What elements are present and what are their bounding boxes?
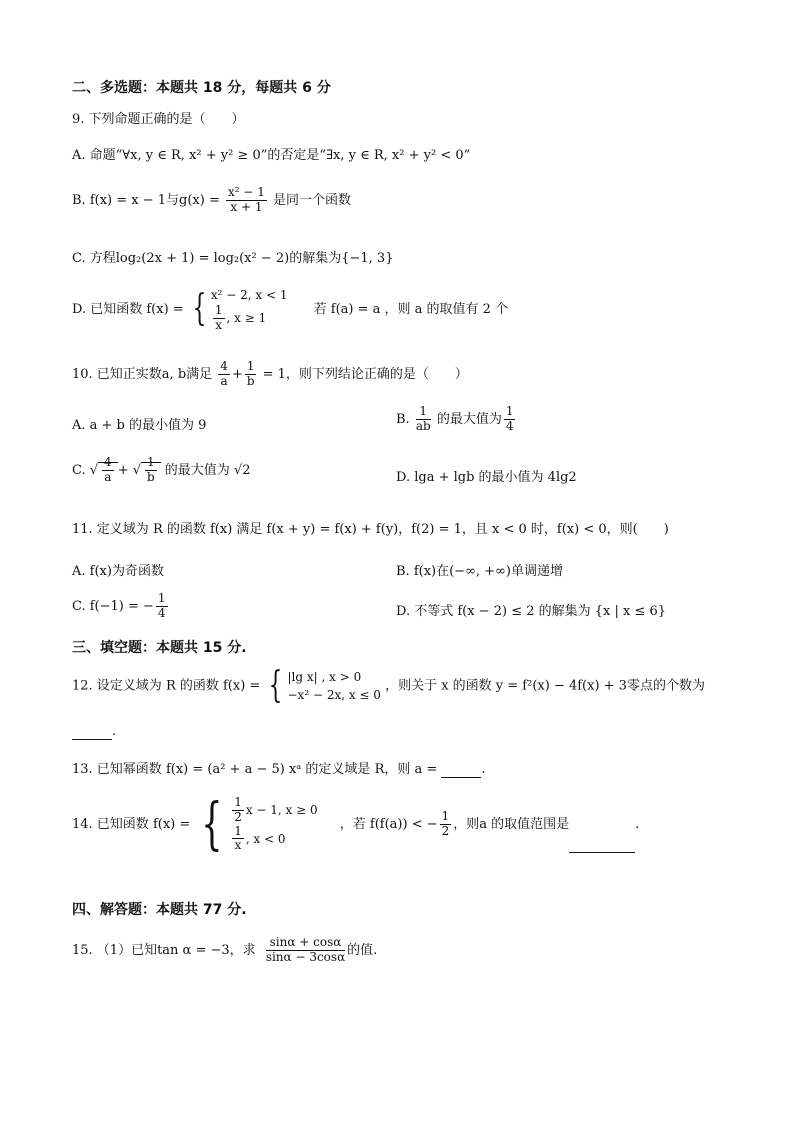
q9-option-c: C. 方程log₂(2x + 1) = log₂(x² − 2)的解集为{−1, 3} — [72, 251, 394, 266]
q9-option-b — [72, 186, 351, 215]
q11-stem: 11. 定义域为 R 的函数 f(x) 满足 f(x + y) = f(x) + f(y)，f(2) = 1，且 x < 0 时，f(x) < 0，则( ) — [72, 522, 669, 537]
q9-piecewise: x² − 2, x < 1 $\frac{1}{x}$ , x ≥ 1 — [210, 288, 288, 332]
left-brace-icon: { — [192, 288, 207, 330]
section-heading-multiple-choice: 二、多选题：本题共 18 分，每题共 6 分 — [72, 80, 331, 96]
section-heading-solutions: 四、解答题：本题共 77 分. — [72, 902, 247, 918]
q9-option-d-text: D. 已知函数 f(x) = — [72, 301, 184, 317]
section-heading-fill-in: 三、填空题：本题共 15 分. — [72, 640, 247, 656]
q9-option-b-label: B. — [72, 192, 86, 208]
q14-answer-blank[interactable] — [569, 840, 635, 853]
q12-piecewise: |lg x| , x > 0 −x² − 2x, x ≤ 0 — [287, 670, 381, 702]
q12-line: 12. 设定义域为 R 的函数 f(x) = { |lg x| , x > 0 −x² − 2x, x ≤ 0 ，则关于 x 的函数 y = f²(x) − 4f(x) + 3零点的个数为 — [72, 665, 705, 706]
q11-option-a: A. f(x)为奇函数 — [72, 564, 164, 579]
q9-option-b-text: f(x) = x − 1与g(x) = — [89, 192, 220, 208]
q9-option-b-tail: 是同一个函数 — [273, 192, 352, 208]
q13-line: 13. 已知幂函数 f(x) = (a² + a − 5) xᵃ 的定义域是 R，则 a = . — [72, 762, 486, 777]
q11-option-b: B. f(x)在(−∞, +∞)单调递增 — [396, 564, 563, 579]
q11-option-c: C. f(−1) = − $\frac{1}{4}$ — [72, 591, 166, 620]
q11-option-d: D. 不等式 f(x − 2) ≤ 2 的解集为 {x | x ≤ 6} — [396, 604, 667, 619]
q13-answer-blank[interactable] — [441, 765, 481, 778]
q9-option-d-tail: 若 f(a) = a ，则 a 的取值有 2 个 — [313, 301, 509, 317]
left-brace-icon: { — [201, 791, 223, 857]
q9-option-a: A. 命题“∀x, y ∈ R, x² + y² ≥ 0”的否定是“∃x, y ∈ R, x² + y² < 0” — [72, 148, 471, 163]
q15-line: 15. （1）已知tan α = −3，求 $\frac{\sin\alpha + \cos\alpha}{\sin\alpha - 3\cos\alpha}$ 的值. — [72, 935, 378, 964]
q9-option-b-fraction: $\frac{\text{x² − 1}}{x + 1}$ — [228, 185, 265, 214]
q9-stem: 9. 下列命题正确的是（ ） — [72, 112, 245, 127]
q10-option-a: A. a + b 的最小值为 9 — [72, 418, 207, 433]
q10-stem: 10. 已知正实数a, b满足 $\frac{4}{a}$ + $\frac{1}{b}$ = 1，则下列结论正确的是（ ） — [72, 359, 468, 388]
q12-answer-blank[interactable]: . — [72, 724, 116, 740]
q10-option-d: D. lga + lgb 的最小值为 4lg2 — [396, 470, 577, 485]
q10-option-b: B. $\frac{1}{ab}$ 的最大值为 $\frac{1}{4}$ — [396, 404, 514, 433]
q14-piecewise: $\frac{1}{2}$ x − 1, x ≥ 0 $\frac{1}{x}$ , x < 0 — [234, 795, 318, 853]
q10-option-c: C. √ $\frac{4}{a}$ + √ $\frac{1}{b}$ 的最大值为 √2 — [72, 455, 251, 484]
left-brace-icon: { — [269, 665, 283, 706]
q14-line: 14. 已知函数 f(x) = { $\frac{1}{2}$ x − 1, x ≥ 0 $\frac{1}{x}$ , x < 0 ，若 f(f(a)) < − $\frac{1}{2}$ ，则a 的取值范围是 . — [72, 791, 640, 857]
q9-option-d — [72, 286, 508, 333]
